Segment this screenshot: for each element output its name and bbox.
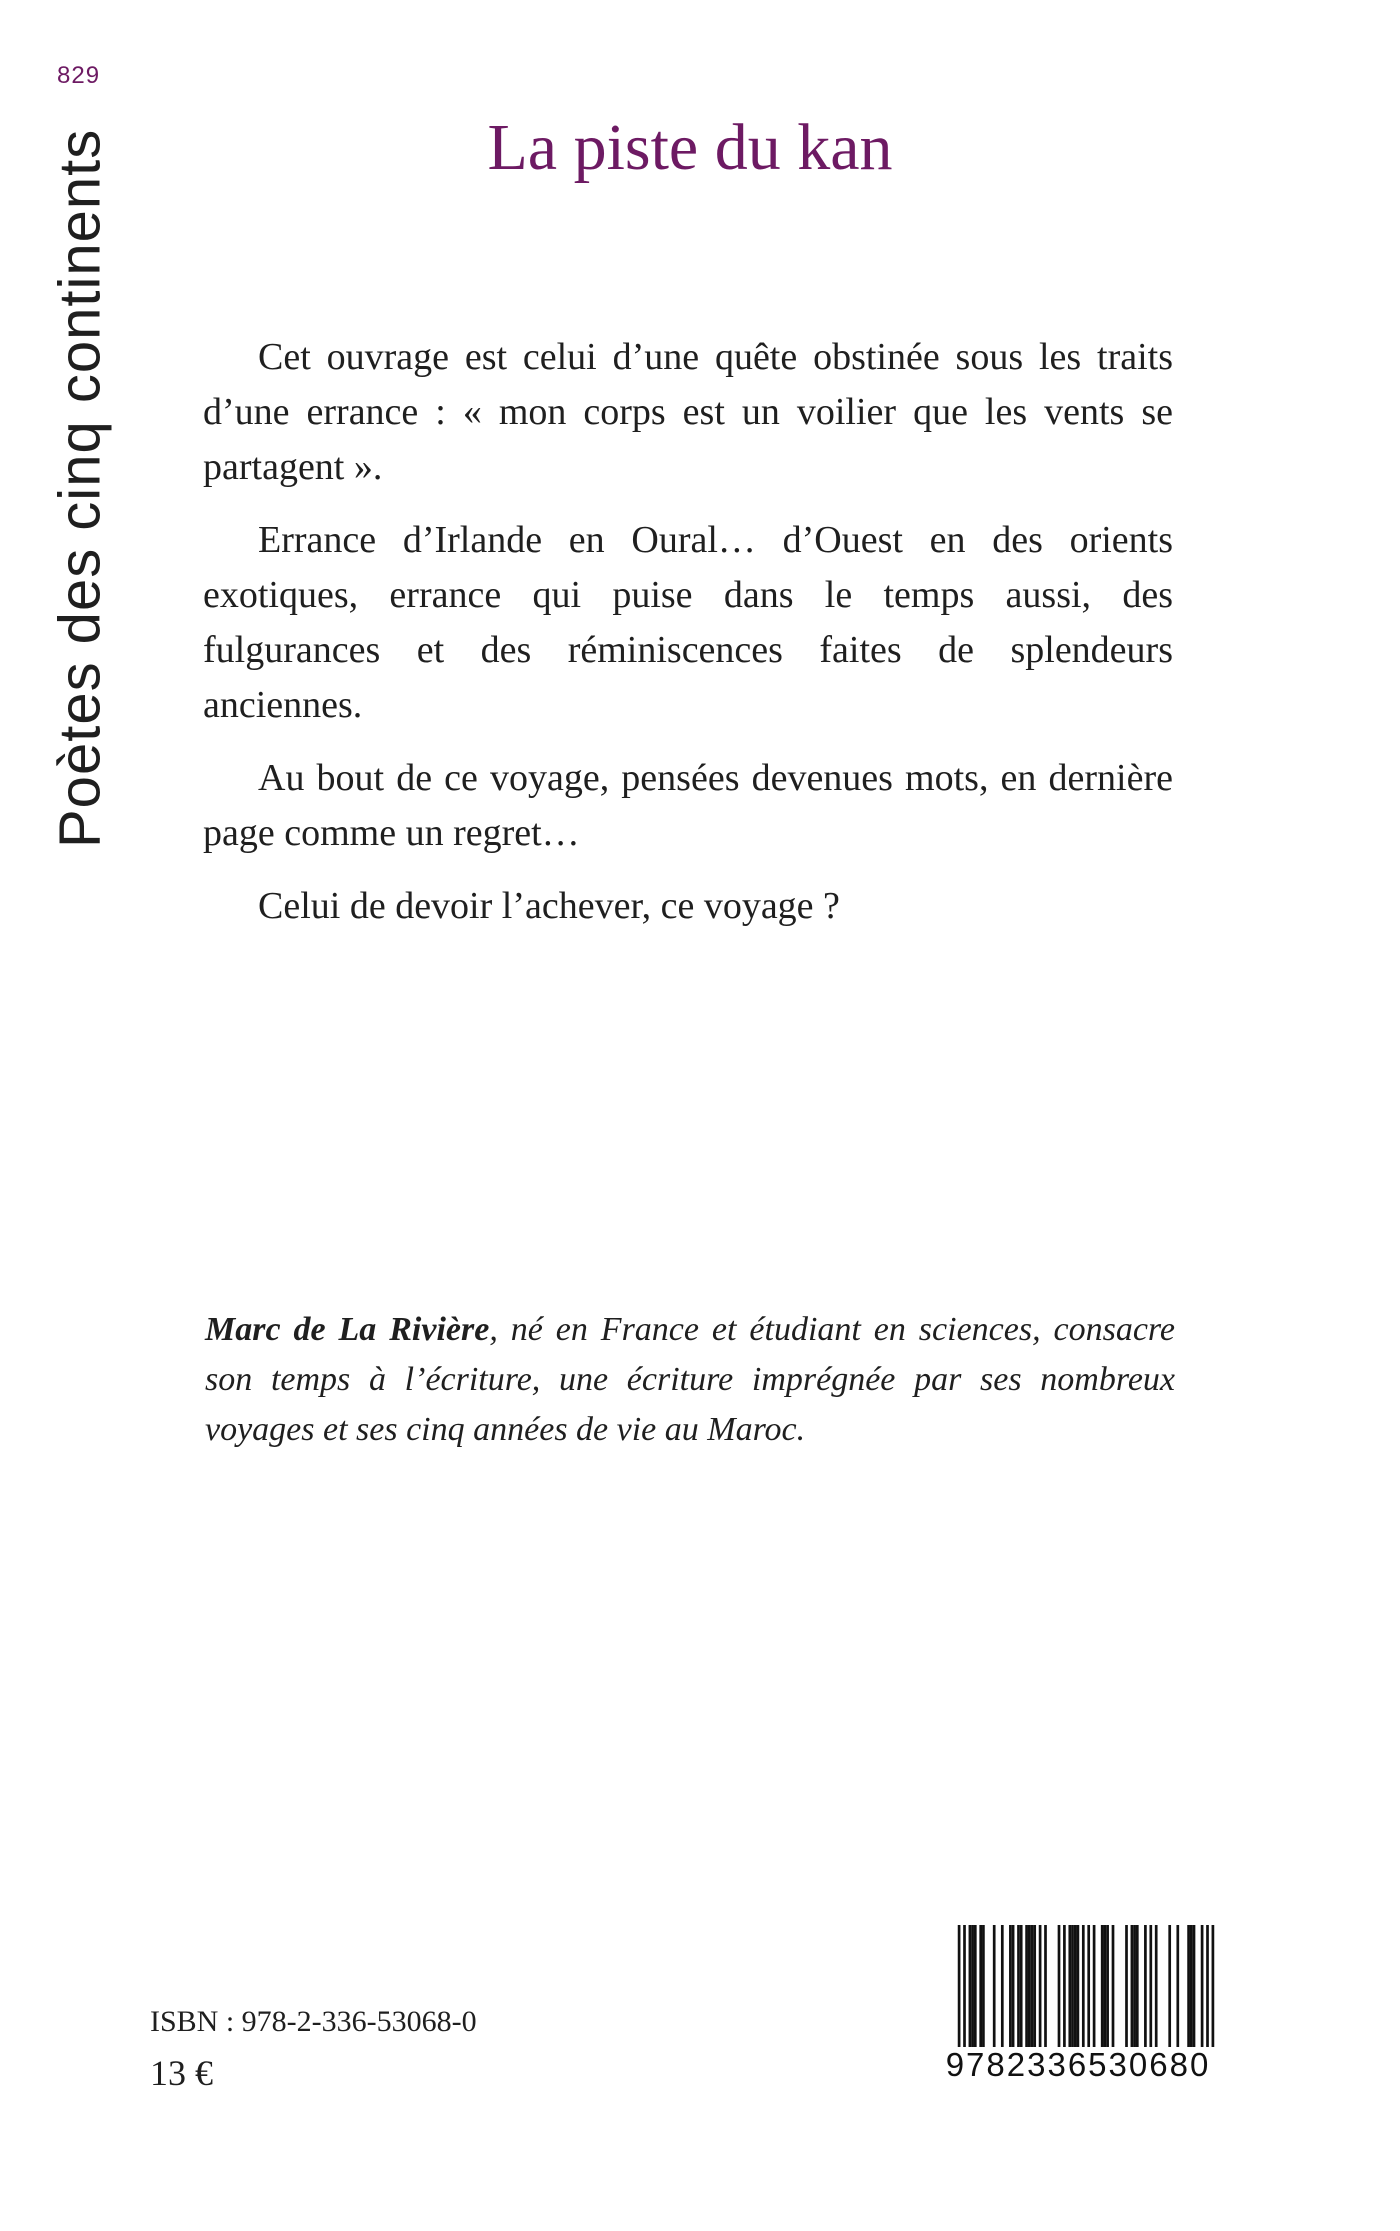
author-name: Marc de La Rivière <box>205 1311 490 1348</box>
barcode-bar <box>974 1925 977 2047</box>
barcode-bar <box>971 1925 974 2047</box>
barcode-bar <box>1028 1925 1031 2047</box>
barcode-bar <box>1074 1925 1077 2047</box>
barcode-bar <box>1077 1925 1080 2047</box>
barcode-bar <box>1176 1925 1179 2047</box>
barcode-bar <box>1025 1925 1028 2047</box>
barcode-bar <box>982 1925 985 2047</box>
barcode-bar <box>1206 1925 1209 2065</box>
barcode-bar <box>1009 1925 1012 2047</box>
barcode-bar <box>1087 1925 1090 2065</box>
barcode-bar <box>1101 1925 1104 2047</box>
barcode-bar <box>1131 1925 1134 2047</box>
author-bio <box>205 1305 1175 1455</box>
author-bio-text: , né en France et étudiant en sciences, consacre son temps à l’écriture, une écriture imprégnée par ses nombreux voyages et ses cinq années de vie au Maroc. <box>205 1311 1175 1448</box>
barcode-bar <box>1058 1925 1061 2047</box>
barcode-bar <box>963 1925 966 2065</box>
barcode-bar <box>1082 1925 1085 2065</box>
barcode-bar <box>1168 1925 1171 2047</box>
barcode-bar <box>1190 1925 1193 2047</box>
barcode-bar <box>1093 1925 1096 2047</box>
barcode-bar <box>1212 1925 1215 2065</box>
barcode-bar <box>1104 1925 1107 2047</box>
barcode <box>938 1925 1218 2085</box>
barcode-bar <box>1039 1925 1042 2047</box>
barcode-bar <box>1112 1925 1115 2047</box>
series-name-vertical <box>40 128 120 848</box>
barcode-bar <box>979 1925 982 2047</box>
price: 13 € <box>150 2053 213 2093</box>
series-number: 829 <box>57 62 101 89</box>
series-name: Poètes des cinq continents <box>47 128 113 848</box>
barcode-bar <box>1136 1925 1139 2047</box>
blurb-paragraph: Celui de devoir l’achever, ce voyage ? <box>258 885 840 927</box>
barcode-bar <box>1149 1925 1152 2047</box>
barcode-bar <box>993 1925 996 2047</box>
isbn: ISBN : 978-2-336-53068-0 <box>150 2005 477 2038</box>
barcode-bar <box>1187 1925 1190 2047</box>
barcode-bar <box>1125 1925 1128 2047</box>
blurb-paragraph: Au bout de ce voyage, pensées devenues mots, en dernière page comme un regret… <box>203 757 1173 854</box>
barcode-bar <box>1144 1925 1147 2047</box>
barcode-bar <box>1044 1925 1047 2047</box>
barcode-bar <box>1063 1925 1066 2047</box>
barcode-bar <box>1031 1925 1034 2047</box>
barcode-bar <box>1012 1925 1015 2047</box>
blurb-paragraph: Errance d’Irlande en Oural… d’Ouest en des orients exotiques, errance qui puise dans le temps aussi, des fulgurances et des réminiscences faites de splendeurs anciennes. <box>203 519 1173 726</box>
book-title: La piste du kan <box>487 111 893 184</box>
barcode-bar <box>958 1925 961 2065</box>
barcode-bar <box>1155 1925 1158 2047</box>
barcode-bar <box>969 1925 972 2047</box>
barcode-digits: 9782336530680 <box>938 2047 1218 2083</box>
blurb <box>203 330 1173 952</box>
barcode-bar <box>1001 1925 1004 2047</box>
barcode-bar <box>1133 1925 1136 2047</box>
barcode-bar <box>1033 1925 1036 2047</box>
barcode-bar <box>1193 1925 1196 2047</box>
barcode-bar <box>1106 1925 1109 2047</box>
barcode-bar <box>1201 1925 1204 2047</box>
barcode-bar <box>1071 1925 1074 2047</box>
barcode-bar <box>1068 1925 1071 2047</box>
barcode-bar <box>1017 1925 1020 2047</box>
barcode-bar <box>1020 1925 1023 2047</box>
blurb-paragraph: Cet ouvrage est celui d’une quête obstinée sous les traits d’une errance : « mon corps est un voilier que les vents se partagent ». <box>203 336 1173 488</box>
